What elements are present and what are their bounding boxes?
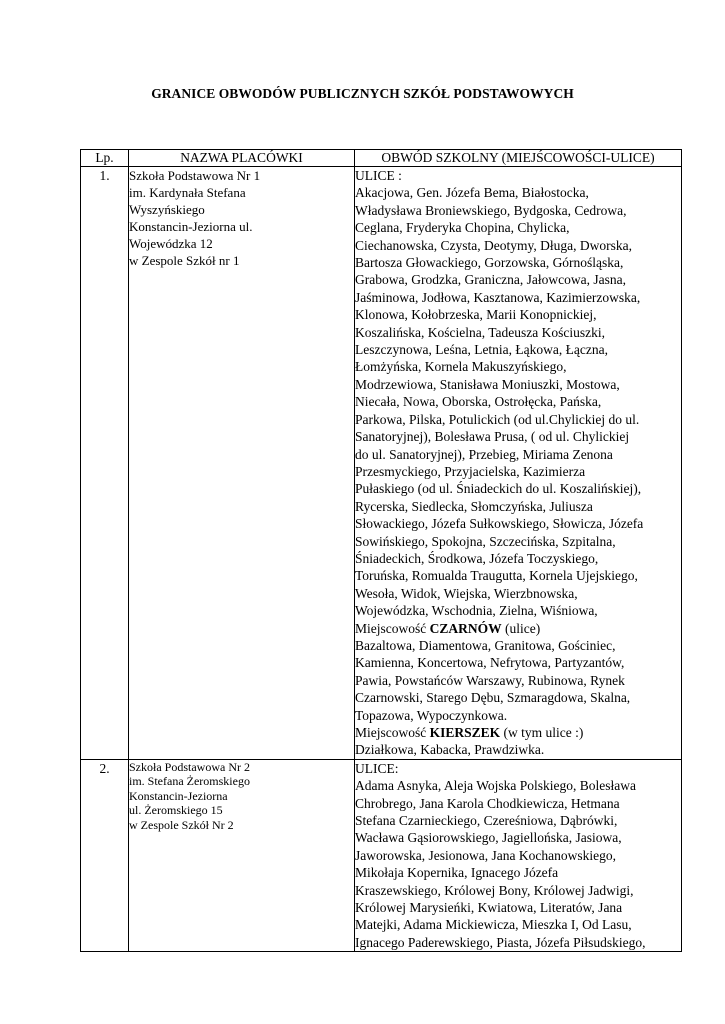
street-line: Pawia, Powstańców Warszawy, Rubinowa, Rynek xyxy=(355,672,625,688)
street-line: Koszalińska, Kościelna, Tadeusza Kościuszki, xyxy=(355,324,605,340)
district-cell xyxy=(355,759,682,951)
street-line: Modrzewiowa, Stanisława Moniuszki, Mostowa, xyxy=(355,376,620,392)
row-number: 1. xyxy=(81,167,129,760)
school-name-line: im. Kardynała Stefana xyxy=(129,185,246,200)
street-line: Kamienna, Koncertowa, Nefrytowa, Partyzantów, xyxy=(355,655,625,671)
locality-suffix: (w tym ulice :) xyxy=(500,725,584,740)
street-line: Wacława Gąsiorowskiego, Jagiellońska, Jasiowa, xyxy=(355,830,622,846)
street-line: Kraszewskiego, Królowej Bony, Królowej Jadwigi, xyxy=(355,882,634,898)
school-name-line: Szkoła Podstawowa Nr 1 xyxy=(129,168,261,183)
street-line: Sowińskiego, Spokojna, Szczecińska, Szpitalna, xyxy=(355,533,616,549)
street-line: Ciechanowska, Czysta, Deotymy, Długa, Dworska, xyxy=(355,237,632,253)
street-line: Niecała, Nowa, Oborska, Ostrołęcka, Pańska, xyxy=(355,394,602,410)
street-line: Rycerska, Siedlecka, Słomczyńska, Juliusza xyxy=(355,498,593,514)
street-line: Przesmyckiego, Przyjacielska, Kazimierza xyxy=(355,463,586,479)
school-name-line: im. Stefana Żeromskiego xyxy=(129,774,250,789)
streets-heading: ULICE : xyxy=(355,168,402,183)
street-line: Mikołaja Kopernika, Ignacego Józefa xyxy=(355,865,559,881)
streets-heading: ULICE: xyxy=(355,760,399,776)
locality-prefix: Miejscowość xyxy=(355,620,430,636)
locality-suffix: (ulice) xyxy=(501,620,541,636)
street-line: Parkowa, Pilska, Potulickich (od ul.Chylickiej do ul. xyxy=(355,411,640,427)
school-name-line: w Zespole Szkół nr 1 xyxy=(129,253,240,268)
street-line: Stefana Czarnieckiego, Czereśniowa, Dąbrówki, xyxy=(355,813,618,829)
street-line: Leszczynowa, Leśna, Letnia, Łąkowa, Łączna, xyxy=(355,342,608,358)
street-line: Jaśminowa, Jodłowa, Kasztanowa, Kazimierzowska, xyxy=(355,289,641,305)
table-row xyxy=(81,167,682,760)
street-line: Toruńska, Romualda Traugutta, Kornela Ujejskiego, xyxy=(355,568,638,584)
row-number: 2. xyxy=(81,759,129,951)
header-lp: Lp. xyxy=(81,150,129,167)
street-line: Ignacego Paderewskiego, Piasta, Józefa Piłsudskiego, xyxy=(355,934,646,950)
school-name-line: Konstancin-Jeziorna ul. xyxy=(129,219,253,234)
street-line: Pułaskiego (od ul. Śniadeckich do ul. Koszalińskiej), xyxy=(355,481,642,497)
street-line: Władysława Broniewskiego, Bydgoska, Cedrowa, xyxy=(355,202,627,218)
locality-prefix: Miejscowość xyxy=(355,725,430,740)
street-line: do ul. Sanatoryjnej), Przebieg, Miriama Zenona xyxy=(355,446,613,462)
street-line: Bartosza Głowackiego, Gorzowska, Górnośląska, xyxy=(355,255,624,271)
locality-name-czarnow: CZARNÓW xyxy=(429,620,502,636)
street-line: Adama Asnyka, Aleja Wojska Polskiego, Bolesława xyxy=(355,778,637,794)
street-line: Działkowa, Kabacka, Prawdziwka. xyxy=(355,742,545,758)
school-name-line: Konstancin-Jeziorna xyxy=(129,788,228,803)
street-line: Grabowa, Grodzka, Graniczna, Jałowcowa, Jasna, xyxy=(355,272,627,288)
school-name-cell xyxy=(129,759,355,951)
street-line: Śniadeckich, Środkowa, Józefa Toczyskiego, xyxy=(355,550,599,566)
street-line: Akacjowa, Gen. Józefa Bema, Białostocka, xyxy=(355,185,589,201)
locality-name-kierszek: KIERSZEK xyxy=(429,725,501,740)
school-name-line: Wojewódzka 12 xyxy=(129,236,213,251)
street-line: Wesoła, Widok, Wiejska, Wierzbnowska, xyxy=(355,585,578,601)
table-header-row xyxy=(81,150,682,167)
street-line: Sanatoryjnej), Bolesława Prusa, ( od ul. Chylickiej xyxy=(355,429,630,445)
header-name: NAZWA PLACÓWKI xyxy=(129,150,355,167)
street-line: Jaworowska, Jesionowa, Jana Kochanowskiego, xyxy=(355,847,616,863)
street-line: Wojewódzka, Wschodnia, Zielna, Wiśniowa, xyxy=(355,603,598,619)
street-line: Topazowa, Wypoczynkowa. xyxy=(355,707,508,723)
district-cell xyxy=(355,167,682,760)
street-line: Chrobrego, Jana Karola Chodkiewicza, Hetmana xyxy=(355,795,620,811)
kierszek-locality-line xyxy=(355,724,681,741)
street-line: Czarnowski, Starego Dębu, Szmaragdowa, Skalna, xyxy=(355,690,631,706)
street-line: Matejki, Adama Mickiewicza, Mieszka I, Od Lasu, xyxy=(355,917,632,933)
document-title: GRANICE OBWODÓW PUBLICZNYCH SZKÓŁ PODSTAWOWYCH xyxy=(151,86,574,101)
street-line: Łomżyńska, Kornela Makuszyńskiego, xyxy=(355,359,567,375)
czarnow-locality-line xyxy=(355,620,681,637)
street-line: Słowackiego, Józefa Sułkowskiego, Słowicza, Józefa xyxy=(355,516,644,532)
table-row xyxy=(81,759,682,951)
school-districts-table xyxy=(80,149,682,952)
school-name-line: Wyszyńskiego xyxy=(129,202,205,217)
school-name-line: ul. Żeromskiego 15 xyxy=(129,803,223,818)
street-line: Ceglana, Fryderyka Chopina, Chylicka, xyxy=(355,220,570,236)
street-line: Klonowa, Kołobrzeska, Marii Konopnickiej, xyxy=(355,307,597,323)
street-line: Królowej Marysieńki, Kwiatowa, Literatów, Jana xyxy=(355,900,623,916)
header-district: OBWÓD SZKOLNY (MIEJŚCOWOŚCI-ULICE) xyxy=(355,150,682,167)
street-line: Bazaltowa, Diamentowa, Granitowa, Gościniec, xyxy=(355,637,616,653)
school-name-cell xyxy=(129,167,355,760)
school-name-line: Szkoła Podstawowa Nr 2 xyxy=(129,759,250,774)
school-name-line: w Zespole Szkół Nr 2 xyxy=(129,817,234,832)
